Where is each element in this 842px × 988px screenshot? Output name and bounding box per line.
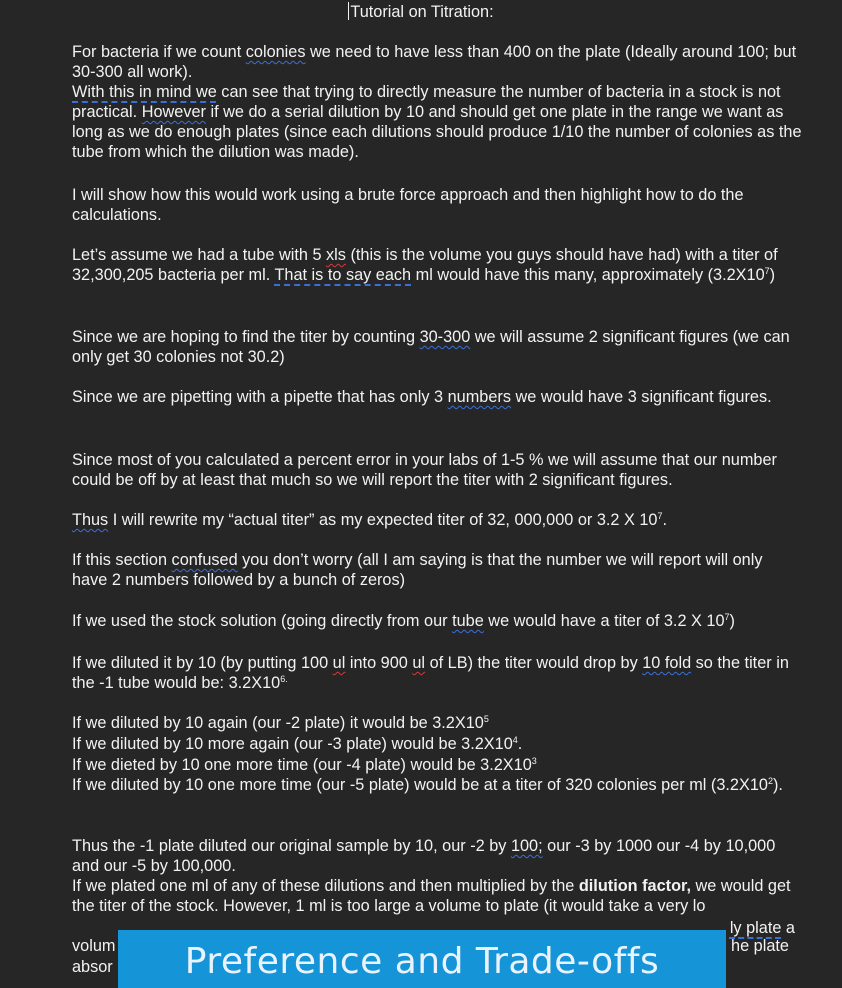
style-flag[interactable]: With this in mind we xyxy=(72,83,217,101)
grammar-flag[interactable]: numbers xyxy=(447,388,511,406)
dilution-line-3: If we diluted by 10 more again (our -3 plate) would be $3.2X10^4$. xyxy=(72,735,523,753)
paragraph-colonies: For bacteria if we count colonies we need to have less than 400 on the plate (Ideally around 100; but 30-300 all work). xyxy=(72,43,797,81)
paragraph-expected-titer: Thus I will rewrite my “actual titer” as my expected titer of 32, 000,000 or 3.2 X $10^7$. xyxy=(72,511,668,529)
paragraph-counting: Since we are hoping to find the titer by counting 30-300 we will assume 2 significant figures (we can only get 30 colonies not 30.2) xyxy=(72,328,790,366)
paragraph-brute-force: I will show how this would work using a brute force approach and then highlight how to do the calculations. xyxy=(72,186,744,224)
paragraph-dilution-summary: Thus the -1 plate diluted our original sample by 10, our -2 by 100; our -3 by 1000 our -4 by 10,000 and our -5 by 100,000. xyxy=(72,837,776,875)
grammar-flag[interactable]: 30-300 xyxy=(419,328,471,346)
paragraph-stock-solution: If we used the stock solution (going directly from our tube we would have a titer of 3.2 X $10^7$) xyxy=(72,612,735,630)
paragraph-dilution-factor: If we plated one ml of any of these dilutions and then multiplied by the dilution factor, we would get the titer of the stock. However, 1 ml is too large a volume to plate (it would take a very lo xyxy=(72,877,791,915)
document-title: Tutorial on Titration: xyxy=(350,3,494,21)
paragraph-fragment-left-2: volum xyxy=(72,937,116,955)
spelling-flag[interactable]: ul xyxy=(412,654,426,672)
dilution-line-4: If we dieted by 10 one more time (our -4 plate) would be $3.2X10^3$ xyxy=(72,756,537,774)
grammar-flag[interactable]: tube xyxy=(452,612,484,630)
grammar-flag[interactable]: 10 fold xyxy=(642,654,692,672)
spelling-flag[interactable]: xls xyxy=(326,246,346,264)
grammar-flag[interactable]: However xyxy=(141,103,206,121)
grammar-flag[interactable]: colonies xyxy=(245,43,306,61)
paragraph-confused: If this section confused you don’t worry (all I am saying is that the number we will report will only have 2 numbers followed by a bunch of zeros) xyxy=(72,551,763,589)
grammar-flag[interactable]: confused xyxy=(171,551,238,569)
style-flag[interactable]: That is to say each xyxy=(274,266,412,284)
slide-banner: Preference and Trade-offs xyxy=(118,930,726,988)
style-flag[interactable]: ly plate xyxy=(729,919,782,937)
dilution-line-5: If we diluted by 10 one more time (our -5 plate) would be at a titer of 320 colonies per ml $(3.2X10^2)$. xyxy=(72,776,783,794)
paragraph-tube-assumption: Let’s assume we had a tube with 5 xls (this is the volume you guys should have had) with a titer of 32,300,205 bacteria per ml. That is to say each ml would have this many, approximately $(3.2X10^7)$ xyxy=(72,246,778,284)
paragraph-percent-error: Since most of you calculated a percent error in your labs of 1-5 % we will assume that our number could be off by at least that much so we will report the titer with 2 significant figures. xyxy=(72,451,777,489)
paragraph-fragment-right-1: ly plate a xyxy=(729,919,795,937)
paragraph-serial-dilution: With this in mind we can see that trying to directly measure the number of bacteria in a stock is not practical. However if we do a serial dilution by 10 and should get one plate in the range we want as long as we do enough plates (since each dilutions should produce 1/10 the number of colonies as the tube from which the dilution was made). xyxy=(72,83,802,161)
dilution-line-2: If we diluted by 10 again (our -2 plate) it would be $3.2X10^5$ xyxy=(72,714,489,732)
grammar-flag[interactable]: Thus xyxy=(72,511,109,529)
paragraph-fragment-left-3: absor xyxy=(72,958,113,976)
paragraph-dilution-1: If we diluted it by 10 (by putting 100 ul into 900 ul of LB) the titer would drop by 10 fold so the titer in the -1 tube would be: $3.2X10^{6.}$ xyxy=(72,654,789,692)
paragraph-pipette: Since we are pipetting with a pipette that has only 3 numbers we would have 3 significant figures. xyxy=(72,388,772,406)
paragraph-fragment-right-2: he plate xyxy=(731,937,789,955)
grammar-flag[interactable]: 100; xyxy=(510,837,543,855)
spelling-flag[interactable]: ul xyxy=(332,654,346,672)
